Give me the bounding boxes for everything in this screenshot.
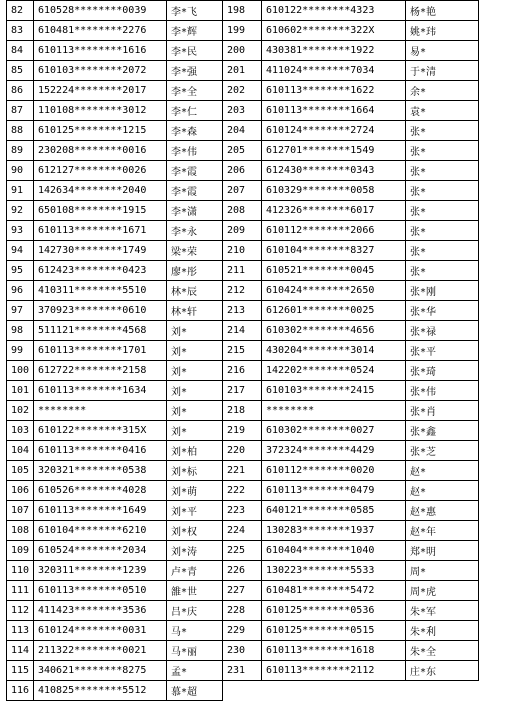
name-cell: 张*禄 [406, 321, 479, 341]
row-number-cell: 204 [223, 121, 262, 141]
name-cell: 雒*世 [167, 581, 223, 601]
table-row [7, 21, 479, 41]
row-number-cell: 200 [223, 41, 262, 61]
row-number-cell: 92 [7, 201, 34, 221]
id-number-cell: 610481********5472 [262, 581, 406, 601]
name-cell: 刘*权 [167, 521, 223, 541]
name-cell: 李*飞 [167, 1, 223, 21]
table-row [7, 661, 479, 681]
id-number-cell: 610125********1215 [34, 121, 167, 141]
row-number-cell: 219 [223, 421, 262, 441]
name-cell: 李*潇 [167, 201, 223, 221]
row-number-cell: 225 [223, 541, 262, 561]
row-number-cell: 109 [7, 541, 34, 561]
id-number-cell: 610113********0510 [34, 581, 167, 601]
id-number-cell: 340621********8275 [34, 661, 167, 681]
row-number-cell: 84 [7, 41, 34, 61]
name-cell: 李*辉 [167, 21, 223, 41]
row-number-cell: 210 [223, 241, 262, 261]
table-row [7, 501, 479, 521]
name-cell: 李*民 [167, 41, 223, 61]
name-cell: 林*轩 [167, 301, 223, 321]
id-number-cell: ******** [262, 401, 406, 421]
name-cell: 张*伟 [406, 381, 479, 401]
name-cell: 张*鑫 [406, 421, 479, 441]
table-row [7, 181, 479, 201]
row-number-cell: 228 [223, 601, 262, 621]
id-number-cell: 610113********1634 [34, 381, 167, 401]
id-number-cell: 430204********3014 [262, 341, 406, 361]
name-cell: 赵* [406, 481, 479, 501]
name-cell: 刘* [167, 361, 223, 381]
name-cell: 张* [406, 181, 479, 201]
id-number-cell: 610602********322X [262, 21, 406, 41]
row-number-cell: 98 [7, 321, 34, 341]
id-number-cell: 610528********0039 [34, 1, 167, 21]
row-number-cell: 213 [223, 301, 262, 321]
name-cell: 于*清 [406, 61, 479, 81]
row-number-cell: 221 [223, 461, 262, 481]
id-number-cell: 610113********1664 [262, 101, 406, 121]
row-number-cell: 226 [223, 561, 262, 581]
row-number-cell: 96 [7, 281, 34, 301]
row-number-cell: 108 [7, 521, 34, 541]
roster-body [7, 1, 479, 701]
id-number-cell: 610526********4028 [34, 481, 167, 501]
name-cell: 余* [406, 81, 479, 101]
row-number-cell: 201 [223, 61, 262, 81]
id-number-cell: 610113********1622 [262, 81, 406, 101]
row-number-cell: 99 [7, 341, 34, 361]
id-number-cell: 410825********5512 [34, 681, 167, 701]
id-number-cell: 650108********1915 [34, 201, 167, 221]
row-number-cell: 103 [7, 421, 34, 441]
name-cell: 张*刚 [406, 281, 479, 301]
name-cell: 刘* [167, 321, 223, 341]
row-number-cell: 95 [7, 261, 34, 281]
row-number-cell: 113 [7, 621, 34, 641]
row-number-cell: 230 [223, 641, 262, 661]
row-number-cell: 89 [7, 141, 34, 161]
row-number-cell: 83 [7, 21, 34, 41]
row-number-cell: 218 [223, 401, 262, 421]
row-number-cell: 91 [7, 181, 34, 201]
name-cell: 刘*萌 [167, 481, 223, 501]
id-number-cell: 610113********1649 [34, 501, 167, 521]
row-number-cell: 214 [223, 321, 262, 341]
table-row [7, 41, 479, 61]
id-number-cell: 610104********8327 [262, 241, 406, 261]
table-row [7, 201, 479, 221]
name-cell: 周*虎 [406, 581, 479, 601]
table-row [7, 321, 479, 341]
name-cell: 张*琦 [406, 361, 479, 381]
id-number-cell: 610113********1616 [34, 41, 167, 61]
id-number-cell: 430381********1922 [262, 41, 406, 61]
table-row [7, 101, 479, 121]
name-cell: 张*肖 [406, 401, 479, 421]
name-cell: 慕*超 [167, 681, 223, 701]
table-row [7, 221, 479, 241]
row-number-cell: 100 [7, 361, 34, 381]
name-cell: 孟* [167, 661, 223, 681]
row-number-cell: 203 [223, 101, 262, 121]
table-row [7, 581, 479, 601]
name-cell: 郑*明 [406, 541, 479, 561]
table-row [7, 301, 479, 321]
table-row [7, 261, 479, 281]
name-cell: 马*丽 [167, 641, 223, 661]
id-number-cell: 142730********1749 [34, 241, 167, 261]
id-number-cell: 411024********7034 [262, 61, 406, 81]
id-number-cell: 610124********0031 [34, 621, 167, 641]
row-number-cell [223, 681, 262, 701]
table-row [7, 441, 479, 461]
id-number-cell: 511121********4568 [34, 321, 167, 341]
row-number-cell: 111 [7, 581, 34, 601]
id-number-cell: 610329********0058 [262, 181, 406, 201]
name-cell: 刘*平 [167, 501, 223, 521]
id-number-cell: 610113********1618 [262, 641, 406, 661]
id-number-cell: 152224********2017 [34, 81, 167, 101]
id-number-cell: 610125********0515 [262, 621, 406, 641]
id-number-cell: 110108********3012 [34, 101, 167, 121]
id-number-cell: 610113********0416 [34, 441, 167, 461]
id-number-cell: 610103********2415 [262, 381, 406, 401]
id-number-cell: 610122********315X [34, 421, 167, 441]
name-cell: 李*强 [167, 61, 223, 81]
name-cell: 杨*艳 [406, 1, 479, 21]
row-number-cell: 211 [223, 261, 262, 281]
table-row [7, 381, 479, 401]
id-number-cell: 612722********2158 [34, 361, 167, 381]
name-cell: 李*霞 [167, 181, 223, 201]
name-cell: 周* [406, 561, 479, 581]
row-number-cell: 88 [7, 121, 34, 141]
row-number-cell: 231 [223, 661, 262, 681]
id-number-cell: 610124********2724 [262, 121, 406, 141]
name-cell: 刘*标 [167, 461, 223, 481]
name-cell: 张*华 [406, 301, 479, 321]
row-number-cell: 227 [223, 581, 262, 601]
table-row [7, 341, 479, 361]
table-row [7, 161, 479, 181]
name-cell: 张*平 [406, 341, 479, 361]
row-number-cell: 212 [223, 281, 262, 301]
row-number-cell: 215 [223, 341, 262, 361]
id-number-cell: 610113********1671 [34, 221, 167, 241]
id-number-cell: 610302********4656 [262, 321, 406, 341]
row-number-cell: 202 [223, 81, 262, 101]
id-number-cell: 320311********1239 [34, 561, 167, 581]
name-cell: 廖*彤 [167, 261, 223, 281]
name-cell: 李*仁 [167, 101, 223, 121]
name-cell: 易* [406, 41, 479, 61]
row-number-cell: 86 [7, 81, 34, 101]
name-cell: 吕*庆 [167, 601, 223, 621]
id-number-cell: ******** [34, 401, 167, 421]
name-cell: 李*全 [167, 81, 223, 101]
id-number-cell: 610122********4323 [262, 1, 406, 21]
table-row [7, 1, 479, 21]
name-cell: 刘*涛 [167, 541, 223, 561]
name-cell: 张*芝 [406, 441, 479, 461]
table-row [7, 641, 479, 661]
row-number-cell: 206 [223, 161, 262, 181]
row-number-cell: 205 [223, 141, 262, 161]
name-cell: 朱*军 [406, 601, 479, 621]
name-cell: 朱*利 [406, 621, 479, 641]
id-number-cell: 612430********0343 [262, 161, 406, 181]
row-number-cell: 116 [7, 681, 34, 701]
id-number-cell: 612423********0423 [34, 261, 167, 281]
id-number-cell: 610521********0045 [262, 261, 406, 281]
table-row [7, 81, 479, 101]
table-row [7, 481, 479, 501]
name-cell: 梁*荣 [167, 241, 223, 261]
id-number-cell: 612601********0025 [262, 301, 406, 321]
id-number-cell: 142634********2040 [34, 181, 167, 201]
table-row [7, 621, 479, 641]
row-number-cell: 217 [223, 381, 262, 401]
name-cell: 张* [406, 221, 479, 241]
name-cell: 庄*东 [406, 661, 479, 681]
row-number-cell: 97 [7, 301, 34, 321]
row-number-cell: 102 [7, 401, 34, 421]
id-number-cell: 372324********4429 [262, 441, 406, 461]
id-number-cell: 610112********2066 [262, 221, 406, 241]
row-number-cell: 208 [223, 201, 262, 221]
row-number-cell: 105 [7, 461, 34, 481]
name-cell: 刘*柏 [167, 441, 223, 461]
id-number-cell: 320321********0538 [34, 461, 167, 481]
row-number-cell: 220 [223, 441, 262, 461]
id-number-cell: 211322********0021 [34, 641, 167, 661]
name-cell [406, 681, 479, 701]
row-number-cell: 90 [7, 161, 34, 181]
id-number-cell: 412326********6017 [262, 201, 406, 221]
name-cell: 李*永 [167, 221, 223, 241]
row-number-cell: 85 [7, 61, 34, 81]
table-row [7, 421, 479, 441]
row-number-cell: 216 [223, 361, 262, 381]
id-number-cell: 610113********0479 [262, 481, 406, 501]
row-number-cell: 87 [7, 101, 34, 121]
name-cell: 张* [406, 201, 479, 221]
name-cell: 刘* [167, 401, 223, 421]
row-number-cell: 114 [7, 641, 34, 661]
id-number-cell: 610404********1040 [262, 541, 406, 561]
row-number-cell: 199 [223, 21, 262, 41]
name-cell: 卢*青 [167, 561, 223, 581]
table-row [7, 61, 479, 81]
name-cell: 马* [167, 621, 223, 641]
id-number-cell: 610104********6210 [34, 521, 167, 541]
id-number-cell: 610103********2072 [34, 61, 167, 81]
row-number-cell: 209 [223, 221, 262, 241]
table-row [7, 521, 479, 541]
id-number-cell: 610112********0020 [262, 461, 406, 481]
id-number-cell: 610524********2034 [34, 541, 167, 561]
row-number-cell: 112 [7, 601, 34, 621]
name-cell: 赵*惠 [406, 501, 479, 521]
name-cell: 姚*玮 [406, 21, 479, 41]
table-row [7, 401, 479, 421]
table-row [7, 541, 479, 561]
name-cell: 张* [406, 161, 479, 181]
name-cell: 刘* [167, 421, 223, 441]
name-cell: 刘* [167, 381, 223, 401]
row-number-cell: 223 [223, 501, 262, 521]
table-row [7, 121, 479, 141]
name-cell: 朱*全 [406, 641, 479, 661]
id-number-cell: 130283********1937 [262, 521, 406, 541]
id-number-cell: 230208********0016 [34, 141, 167, 161]
row-number-cell: 101 [7, 381, 34, 401]
name-cell: 李*伟 [167, 141, 223, 161]
id-number-cell: 610113********1701 [34, 341, 167, 361]
name-cell: 张* [406, 141, 479, 161]
name-cell: 张* [406, 241, 479, 261]
row-number-cell: 198 [223, 1, 262, 21]
row-number-cell: 104 [7, 441, 34, 461]
name-cell: 林*辰 [167, 281, 223, 301]
id-number-cell: 612701********1549 [262, 141, 406, 161]
id-number-cell: 142202********0524 [262, 361, 406, 381]
id-number-cell: 612127********0026 [34, 161, 167, 181]
table-row [7, 281, 479, 301]
id-number-cell: 640121********0585 [262, 501, 406, 521]
name-cell: 李*霞 [167, 161, 223, 181]
row-number-cell: 224 [223, 521, 262, 541]
row-number-cell: 115 [7, 661, 34, 681]
id-number-cell: 130223********5533 [262, 561, 406, 581]
id-number-cell: 410311********5510 [34, 281, 167, 301]
name-cell: 李*森 [167, 121, 223, 141]
id-number-cell: 610424********2650 [262, 281, 406, 301]
table-row [7, 561, 479, 581]
id-number-cell: 610302********0027 [262, 421, 406, 441]
name-cell: 张* [406, 261, 479, 281]
id-number-cell: 411423********3536 [34, 601, 167, 621]
row-number-cell: 207 [223, 181, 262, 201]
row-number-cell: 82 [7, 1, 34, 21]
table-row [7, 461, 479, 481]
id-number-cell [262, 681, 406, 701]
row-number-cell: 106 [7, 481, 34, 501]
name-cell: 赵*年 [406, 521, 479, 541]
row-number-cell: 229 [223, 621, 262, 641]
name-cell: 袁* [406, 101, 479, 121]
table-row [7, 681, 479, 701]
row-number-cell: 107 [7, 501, 34, 521]
id-number-cell: 610113********2112 [262, 661, 406, 681]
row-number-cell: 222 [223, 481, 262, 501]
table-row [7, 361, 479, 381]
id-number-cell: 610125********0536 [262, 601, 406, 621]
id-number-cell: 370923********0610 [34, 301, 167, 321]
name-cell: 赵* [406, 461, 479, 481]
row-number-cell: 110 [7, 561, 34, 581]
name-cell: 刘* [167, 341, 223, 361]
name-cell: 张* [406, 121, 479, 141]
roster-table [6, 0, 479, 701]
table-row [7, 241, 479, 261]
row-number-cell: 94 [7, 241, 34, 261]
row-number-cell: 93 [7, 221, 34, 241]
table-row [7, 141, 479, 161]
id-number-cell: 610481********2276 [34, 21, 167, 41]
table-row [7, 601, 479, 621]
